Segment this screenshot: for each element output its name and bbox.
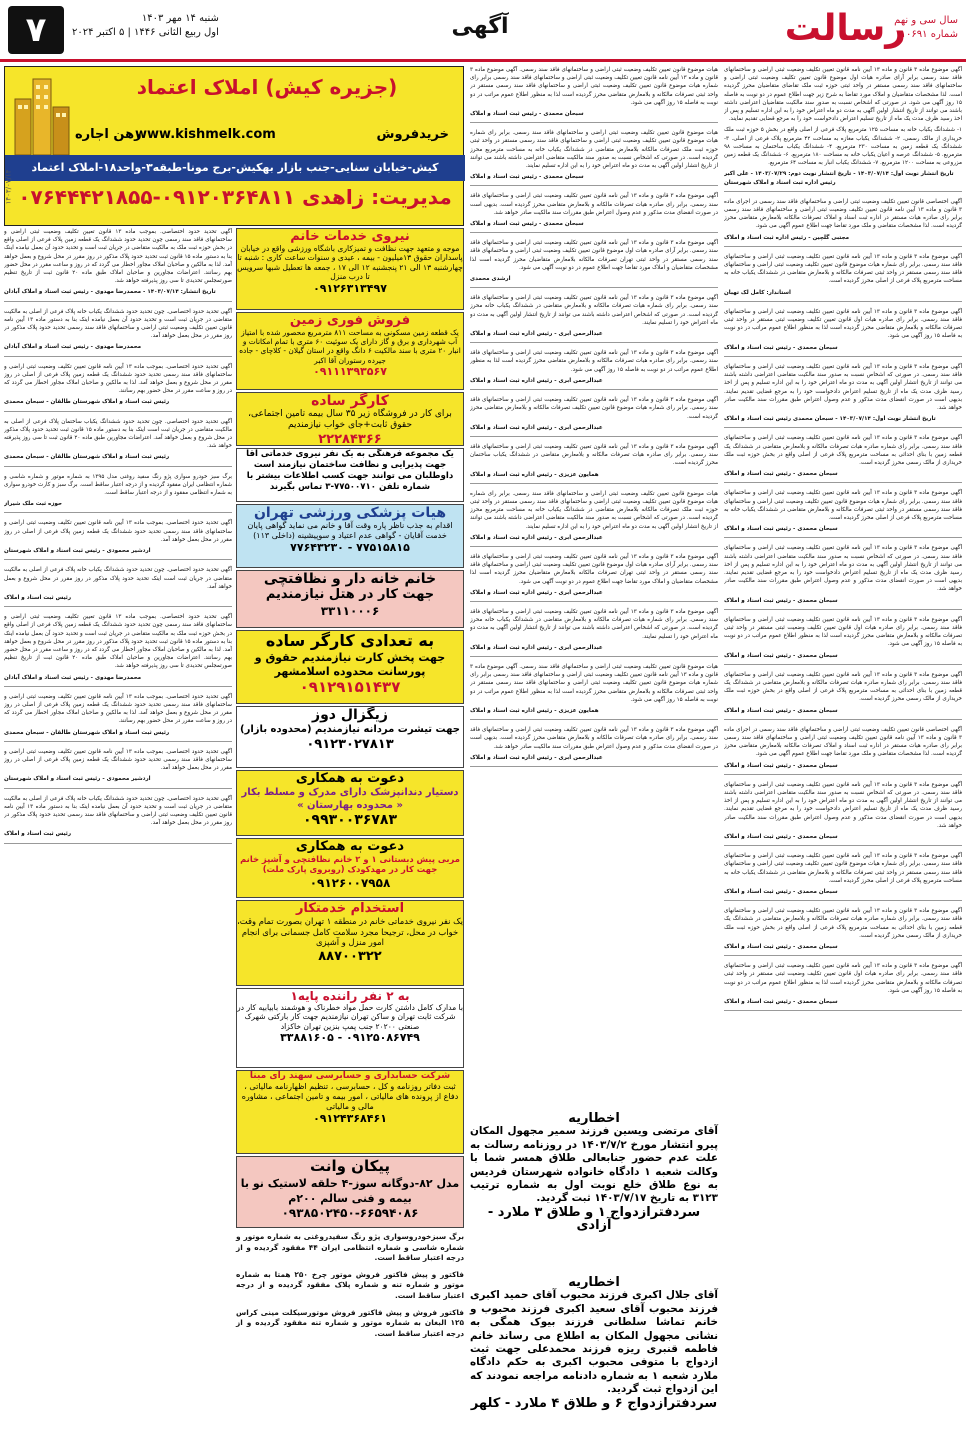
real-estate-ad — [4, 66, 464, 226]
classified-ad — [236, 770, 464, 836]
notice-text: آگهی موضوع ماده ۳ قانون و ماده ۱۳ آیین نامه قانون تعیین تکلیف وضعیت ثبتی اراضی و ساختمانهای فاقد سند رسمی. برابر رای شماره هیات موضوع قانون تعیین تکلیف وضعیت ثبتی اراضی و ساختمانهای فاقد سند رسمی مستقر در واحد ثبتی تصرفات مالکانه و بلامعارض متقاضی در ششدانگ یکباب خانه به مساحت مترمربع پلاک فرعی از اصلی محرز گردیده است. — [724, 853, 962, 884]
notice-signature: محمدرضا مهدوی - رئیس ثبت اسناد و املاک آبادان — [4, 343, 232, 356]
notice-signature: سبحان محمدی - رئیس ثبت اسناد و املاک — [724, 762, 962, 775]
notice-signature: سبحان محمدی - رئیس ثبت اسناد و املاک — [724, 344, 962, 357]
classified-body: اقدام به جذب ناظر پاره وقت آقا و خانم می نماید گواهی پایان خدمت آقایان - گواهی عدم اعتیاد و سوپیشینه (داخلی ۱۱۳) — [247, 521, 453, 540]
classified-title: هیات پزشکی ورزشی تهران — [253, 505, 447, 521]
page-header — [0, 0, 966, 62]
notice-text: ۱- ششدانگ یکباب خانه به مساحت ۱۲۵ مترمربع پلاک فرعی از اصلی واقع در بخش ۵ حوزه ثبت ملک خریداری از مالک رسمی. ۲- ششدانگ یکباب مغازه به مساحت ۴۲ مترمربع پلاک فرعی از اصلی. ۳- ششدانگ یک قطعه زمین به مساحت ۲۳۰ مترمربع. ۴- ششدانگ یکباب ساختمان به مساحت ۹۸ مترمربع. ۵- ششدانگ عرصه و اعیان یکباب خانه به مساحت ۱۸۰ مترمربع. ۶- ششدانگ یک قطعه زمین مزروعی به مساحت ۱۲۰۰ مترمربع. ۷- ششدانگ یکباب انبار به مساحت ۶۴ مترمربع. — [724, 127, 962, 167]
notice-text: آگهی موضوع ماده ۳ قانون و ماده ۱۳ آیین نامه قانون تعیین تکلیف وضعیت ثبتی اراضی و ساختمانهای فاقد سند رسمی. در صورتی که اشخاص نسبت به صدور سند مالکیت متقاضی اعتراضی داشته باشند می توانند از تاریخ انتشار اولین آگهی به مدت دو ماه اعتراض خود را به این اداره تسلیم و پس از اخذ رسید ظرف مدت یک ماه از تاریخ تسلیم اعتراض دادخواست خود را به مرجع قضایی تقدیم نمایند. بدیهی است در صورت انقضای مدت مذکور و عدم وصول اعتراض طبق مقررات سند مالکیت صادر خواهد شد. — [724, 363, 962, 411]
ad-side-code: ۱۴۰۳/۰۷/۱۴ — [4, 169, 13, 205]
notice-text: آگهی موضوع ماده ۳ قانون و ماده ۱۳ آیین نامه قانون تعیین تکلیف وضعیت ثبتی اراضی و ساختمانهای فاقد سند رسمی. برابر آرای صادره هیات اول موضوع قانون تعیین تکلیف وضعیت ثبتی اراضی و ساختمانهای فاقد سند رسمی مستقر در واحد ثبتی تهران تصرفات مالکانه بلامعارض متقاضیان محرز گردیده است لذا مشخصات متقاضیان و املاک مورد تقاضا جهت اطلاع عموم در دو نوبت آگهی می شود. — [470, 553, 718, 585]
section-title: آگهی — [451, 14, 509, 39]
notice-signature: سبحان محمدی - رئیس ثبت اسناد و املاک — [724, 833, 962, 846]
classified-phone: ۲۲۲۸۴۳۶۶ — [318, 432, 382, 446]
classified-body: ثبت دفاتر روزنامه و کل ، حسابرسی ، تنظیم اظهارنامه مالیاتی ، دفاع از پرونده های مالیاتی ، امور بیمه و تامین اجتماعی ، مشاوره مالی و مالیاتی — [241, 1082, 459, 1111]
notice-text: هیات موضوع قانون تعیین تکلیف وضعیت ثبتی اراضی و ساختمانهای فاقد سند رسمی. آگهی موضوع ماده ۳ قانون و ماده ۱۳ آیین نامه قانون تعیین تکلیف وضعیت ثبتی اراضی و ساختمانهای فاقد سند رسمی برابر رای شماره هیات موضوع قانون تعیین تکلیف وضعیت ثبتی اراضی و ساختمانهای فاقد سند رسمی مستقر در واحد ثبتی تصرفات مالکانه و بلامعارض متقاضی محرز گردیده است لذا به منظور اطلاع عموم مراتب در دو نوبت به فاصله ۱۵ روز آگهی می شود. — [470, 663, 718, 703]
classified-ad — [236, 1070, 464, 1154]
classified-ad — [236, 838, 464, 898]
classified-phone: ۰۹۱۱۱۳۹۳۵۶۷ — [313, 364, 387, 378]
classified-title: پیکان وانت — [309, 1157, 391, 1175]
notice-signature: رئیس ثبت اسناد و املاک — [4, 830, 232, 843]
classified-ad — [236, 448, 464, 502]
issue-info — [894, 14, 958, 42]
notice-signature: سبحان محمدی - رئیس ثبت اسناد و املاک — [724, 707, 962, 720]
lost-document-notice: برگ سبزخودروسواری پژو رنگ سفیدروغنی به شماره موتور و شماره شاسی و شماره انتظامی ایران ۴۴ مفقود گردیده و از درجه اعتبار ساقط است. — [236, 1232, 464, 1263]
notice-signature: همایون عزیزی - رئیس اداره ثبت اسناد و املاک — [470, 471, 718, 484]
notice-signature: تاریخ انتشار نوبت اول: ۱۴۰۳/۰۷/۱۴ - سبحان محمدی رئیس ثبت اسناد و املاک — [724, 415, 962, 428]
classified-ad — [236, 570, 464, 628]
classified-phone: ۰۹۱۲۶۳۱۳۴۹۷ — [313, 281, 387, 295]
notice-column-1 — [724, 66, 962, 1436]
notice-text: آگهی موضوع ماده ۳ قانون و ماده ۱۳ آیین نامه قانون تعیین تکلیف وضعیت ثبتی اراضی و ساختمانهای فاقد سند رسمی. برابر رای شماره صادره هیات تصرفات مالکانه و بلامعارض متقاضی در ششدانگ یک قطعه زمین با بنای احداثی به مساحت مترمربع پلاک فرعی از اصلی واقع در بخش حوزه ثبت ملک خریداری از مالک رسمی محرز گردیده است. — [724, 435, 962, 466]
notice-signature: سردفترازدواج ۱ و طلاق ۳ ملارد - آزادی — [487, 1204, 701, 1234]
classified-body: جهت کار در هتل نیازمندیم — [265, 587, 435, 602]
issue-label: شماره ۱۰۶۹۱ — [900, 29, 958, 40]
website-link[interactable]: www.kishmelk.com — [135, 127, 276, 142]
classified-ad — [236, 900, 464, 986]
notice-signature: سبحان محمدی - رئیس ثبت اسناد و املاک — [724, 597, 962, 610]
classified-body: یک قطعه زمین مسکونی به مساحت ۸۱۱ مترمربع محصور شده با امتیاز آب شهرداری و برق و گاز دارای یک سوئیت ۶۰ متری با تمام امکانات و انبار ۲۰ متری با سند مالکیت ۶ دانگ واقع در استان گیلان - کلاچای - جاده جیرده رستوران آقا اکبر — [239, 328, 461, 365]
classified-title: به تعدادی کارگر ساده — [265, 631, 435, 650]
notice-signature: عبدالرحمن ابری - رئیس اداره ثبت اسناد و املاک — [470, 754, 718, 767]
lost-document-notice: فاکتور و پیش فاکتور فروش موتور چرخ ۲۵۰ همتا به شماره موتور و شماره تنه و شماره پلاک مفقود گردیده و از درجه اعتبار ساقط است. — [236, 1269, 464, 1300]
classified-body: دستیار دندانپزشک دارای مدرک و مسلط بکار « محدوده بهارستان » — [241, 787, 459, 811]
notice-text: آگهی تحدید حدود اختصاصی. بموجب ماده ۱۳ آیین نامه قانون تعیین تکلیف وضعیت ثبتی اراضی و ساختمانهای فاقد سند رسمی تحدید حدود ششدانگ یک قطعه زمین پلاک فرعی از اصلی در روز مقرر در محل شروع و بعمل خواهد آمد. لذا به مالکین و صاحبان املاک مجاور اخطار می گردد که در روز و ساعت مقرر در محل حضور بهم رسانند. — [4, 693, 232, 725]
ad-address: کیش-خیابان سنایی-جنب بازار بهکیش-برج مونا-طبقه۳-واحد۱۸-املاک اعتماد — [5, 155, 465, 181]
date-line-1: شنبه ۱۴ مهر ۱۴۰۳ — [141, 13, 219, 24]
notice-signature: عبدالرحمن ابری - رئیس اداره ثبت اسناد و املاک — [470, 377, 718, 390]
classified-body: یک نفر نیروی خدماتی خانم در منطقه ۱ تهران بصورت تمام وقت، خواب در محل، ترجیحا مجرد سلامت کامل جسمانی برای انجام امور منزل و آشپزی — [237, 916, 463, 948]
notice-text: آگهی اختصاصی قانون تعیین تکلیف وضعیت ثبتی اراضی و ساختمانهای فاقد سند رسمی در اجرای ماده ۳ قانون و ماده ۱۳ آیین نامه قانون تعیین تکلیف وضعیت ثبتی اراضی و ساختمانهای فاقد سند رسمی برابر رای صادره هیات مستقر در اداره ثبت اسناد و املاک تصرفات مالکانه بلامعارض متقاضی محرز گردیده است. لذا مشخصات متقاضی و ملک مورد تقاضا جهت اطلاع عموم آگهی می شود. — [724, 726, 962, 758]
notice-column-3 — [4, 228, 232, 1438]
lost-document-notice: فاکتور فروش و پیش فاکتور فروش موتورسیکلت مینی کراس ۱۲۵ البغان به شماره موتور و شماره تنه مفقود گردیده و از درجه اعتبار ساقط است. — [236, 1307, 464, 1338]
notice-signature: سبحان محمدی - رئیس ثبت اسناد و املاک — [470, 173, 718, 186]
notice-text: آگهی موضوع ماده ۳ قانون و ماده ۱۳ آیین نامه قانون تعیین تکلیف وضعیت ثبتی اراضی و ساختمانهای فاقد سند رسمی. برابر رای شماره هیات موضوع قانون تعیین تکلیف وضعیت ثبتی اراضی و ساختمانهای فاقد سند رسمی مستقر در واحد ثبتی تصرفات مالکانه و بلامعارض متقاضی در ششدانگ یکباب خانه به مساحت مترمربع پلاک فرعی از اصلی محرز گردیده است. — [724, 253, 962, 285]
notice-text: آگهی موضوع ماده ۳ قانون و ماده ۱۳ آیین نامه قانون تعیین تکلیف وضعیت ثبتی اراضی و ساختمانهای فاقد سند رسمی. برابر رای شماره هیات تصرفات مالکانه و بلامعارض متقاضی در ششدانگ یکباب خانه محرز گردیده است. در صورتی که اشخاص اعتراضی داشته باشند می توانند از تاریخ انتشار اولین آگهی به مدت دو ماه اعتراض خود را تسلیم نمایند. — [470, 295, 718, 326]
notice-signature: سبحان محمدی - رئیس ثبت اسناد و املاک — [724, 470, 962, 483]
notice-signature: سبحان محمدی - رئیس ثبت اسناد و املاک — [724, 652, 962, 665]
classified-ad — [236, 504, 464, 568]
notice-signature: عبدالرحمن ابری - رئیس اداره ثبت اسناد و املاک — [470, 534, 718, 547]
notice-signature: عبدالرحمن ابری - رئیس اداره ثبت اسناد و املاک — [470, 644, 718, 657]
classified-ad — [236, 630, 464, 704]
classified-phone: ۰۹۹۳۰۰۳۶۷۸۳ — [303, 812, 397, 828]
classified-phone: ۰۹۱۲۴۳۶۸۴۶۱ — [313, 1112, 387, 1125]
classified-phone: ۰۹۳۸۵۰۲۴۵۰-۶۶۵۹۴۰۸۶ — [281, 1206, 419, 1220]
classified-phone: ۳۳۱۱۰۰۰۶ — [320, 604, 380, 618]
classified-phone: ۸۸۷۰۰۳۲۲ — [318, 948, 382, 964]
classified-ad — [236, 988, 464, 1068]
notice-signature: سبحان محمدی - رئیس ثبت اسناد و املاک — [470, 220, 718, 233]
classified-title: خانم خانه دار و نظافتچی — [263, 571, 437, 587]
notice-text: هیات موضوع قانون تعیین تکلیف وضعیت ثبتی اراضی و ساختمانهای فاقد سند رسمی. برابر رای شماره هیات موضوع قانون تعیین تکلیف وضعیت ثبتی اراضی و ساختمانهای فاقد سند رسمی مستقر در واحد ثبتی حوزه ثبت ملک تصرفات مالکانه بلامعارض متقاضی در ششدانگ یکباب خانه به مساحت مترمربع محرز گردیده است. در صورتی که اشخاص نسبت به صدور سند مالکیت متقاضی اعتراضی داشته باشند می توانند از تاریخ انتشار اولین آگهی به مدت دو ماه اعتراض خود را به این اداره تسلیم نمایند. — [470, 490, 718, 530]
notice-text: آگهی موضوع ماده ۳ قانون و ماده ۱۳ آیین نامه قانون تعیین تکلیف وضعیت ثبتی اراضی و ساختمانهای فاقد سند رسمی. برابر رای صادره هیات اول قانون تعیین تکلیف وضعیت ثبتی مستقر در واحد ثبتی تصرفات مالکانه و بلامعارض متقاضی محرز گردیده است لذا به منظور اطلاع عموم مراتب در دو نوبت به فاصله ۱۵ روز آگهی می شود. — [724, 308, 962, 340]
classified-body: مدل ۸۲-دوگانه سوز-۴ حلقه لاستیک نو با بیمه و فنی سالم ۲۰۰م — [240, 1177, 460, 1205]
notice-title: اخطاریه — [568, 1275, 620, 1290]
notice-signature: رئیس ثبت اسناد و املاک شهرستان طالقان - سبحان محمدی — [4, 453, 232, 466]
notice-text: آگهی موضوع ماده ۳ قانون و ماده ۱۳ آیین نامه قانون تعیین تکلیف وضعیت ثبتی اراضی و ساختمانهای فاقد سند رسمی. برابر رای شماره هیات تصرفات مالکانه و بلامعارض متقاضی در ششدانگ یکباب خانه محرز گردیده است. در صورتی که اشخاص اعتراضی داشته باشند می توانند از تاریخ انتشار اولین آگهی به مدت دو ماه اعتراض خود را تسلیم نمایند. — [470, 608, 718, 640]
notice-text: آگهی موضوع ماده ۳ قانون و ماده ۱۳ آیین نامه قانون تعیین تکلیف وضعیت ثبتی اراضی و ساختمانهای فاقد سند رسمی. برابر رای شماره صادره هیات تصرفات مالکانه و بلامعارض متقاضی در ششدانگ یک قطعه زمین با بنای احداثی به مساحت مترمربع پلاک فرعی از اصلی واقع در بخش حوزه ثبت ملک خریداری از مالک رسمی محرز گردیده است. — [724, 908, 962, 939]
notice-signature: عبدالرحمن ابری - رئیس اداره ثبت اسناد و املاک — [470, 589, 718, 602]
classified-body: جهت پخش کارت نیازمندیم حقوق و پورسانت محدوده اسلامشهر — [254, 651, 446, 678]
notice-text: آگهی موضوع ماده ۳ قانون و ماده ۱۳ آیین نامه قانون تعیین تکلیف وضعیت ثبتی اراضی و ساختمانهای فاقد سند رسمی. در صورتی که اشخاص نسبت به صدور سند مالکیت متقاضی اعتراضی داشته باشند می توانند از تاریخ انتشار اولین آگهی به مدت دو ماه اعتراض خود را به این اداره تسلیم و پس از اخذ رسید ظرف مدت یک ماه از تاریخ تسلیم اعتراض دادخواست خود را به مرجع قضایی تقدیم نمایند. بدیهی است در صورت انقضای مدت مذکور و عدم وصول اعتراض طبق مقررات سند مالکیت صادر خواهد شد. — [724, 781, 962, 829]
notice-text: آگهی تحدید حدود اختصاصی. بموجب ماده ۱۳ قانون تعیین تکلیف وضعیت ثبتی اراضی و ساختمانهای فاقد سند رسمی چون تحدید حدود ششدانگ یک قطعه زمین پلاک فرعی از اصلی واقع در بخش حوزه ثبت ملک به مالکیت متقاضی در جریان ثبت است و تحدید حدود آن بعمل نیامده اینک بنا به دستور ماده ۱۵ قانون ثبت تحدید حدود پلاک مذکور در روز مقرر در محل شروع و بعمل خواهد آمد. لذا به مالکین و صاحبان املاک مجاور اخطار می گردد که در روز و ساعت مقرر در محل حضور بهم رسانند. اعتراضات مجاورین و صاحبان املاک طبق ماده ۲۰ قانون ثبت از تاریخ تنظیم صورتمجلس تحدیدی تا سی روز پذیرفته خواهد شد. — [4, 614, 232, 670]
notice-signature: ارشدی محمدی — [470, 275, 718, 288]
notice-text: آگهی موضوع ماده ۳ قانون و ماده ۱۳ آیین نامه قانون تعیین تکلیف وضعیت ثبتی اراضی و ساختمانهای فاقد سند رسمی. برابر رای شماره هیات موضوع قانون تعیین تکلیف تصرفات مالکانه و بلامعارض متقاضی محرز گردیده است. — [470, 397, 718, 420]
notice-signature: اردشیر محمودی - رئیس ثبت اسناد و املاک شهرستان — [4, 775, 232, 788]
year-label: سال سی و نهم — [894, 15, 958, 26]
notice-signature: تاریخ انتشار نوبت اول: ۱۴۰۳/۰۷/۱۴ - تاریخ انتشار نوبت دوم: ۱۴۰۳/۰۷/۲۹ - علی اکبر رئیس اداره ثبت اسناد و املاک شهرستان — [724, 170, 962, 191]
notice-signature: محمدرضا مهدوی - رئیس ثبت اسناد و املاک آبادان — [4, 674, 232, 687]
notice-text: آگهی تحدید حدود اختصاصی. بموجب ماده ۱۳ آیین نامه قانون تعیین تکلیف وضعیت ثبتی اراضی و ساختمانهای فاقد سند رسمی تحدید حدود ششدانگ یک قطعه زمین پلاک فرعی از اصلی در روز مقرر در محل بعمل خواهد آمد. — [4, 520, 232, 543]
notice-text: آگهی موضوع ماده ۳ قانون و ماده ۱۳ آیین نامه قانون تعیین تکلیف وضعیت ثبتی اراضی و ساختمانهای فاقد سند رسمی. برابر رای صادره هیات تصرفات مالکانه و بلامعارض متقاضی محرز گردیده است. بدیهی است در صورت انقضای مدت مذکور و عدم وصول اعتراض طبق مقررات سند مالکیت صادر خواهد شد. — [470, 193, 718, 216]
notice-signature: سبحان محمدی - رئیس ثبت اسناد و املاک — [724, 998, 962, 1011]
classified-title: زیگزال دوز — [312, 707, 388, 723]
classified-body: موجه و متعهد جهت نظافت و تمیزکاری باشگاه ورزشی واقع در خیابان پاسداران حقوق ۱۳میلیون - بیمه ، عیدی و سنوات ساعت کاری : شنبه تا چهارشنبه ۱۳ الی ۲۱ پنجشنبه ۱۲ الی ۱۷ ، جمعه ها تعطیل شبها سرویس تا درب منزل — [237, 244, 463, 282]
notice-column-2 — [470, 66, 718, 1108]
notice-signature: سبحان محمدی - رئیس ثبت اسناد و املاک — [724, 525, 962, 538]
classified-phone: ۰۹۱۲۳۰۲۷۸۱۳ — [306, 737, 394, 752]
notice-text: آگهی اختصاصی قانون تعیین تکلیف وضعیت ثبتی اراضی و ساختمانهای فاقد سند رسمی در اجرای ماده ۳ قانون و ماده ۱۳ آیین نامه قانون تعیین تکلیف وضعیت ثبتی اراضی و ساختمانهای فاقد سند رسمی برابر رای صادره هیات مستقر در اداره ثبت اسناد و املاک تصرفات مالکانه بلامعارض متقاضی محرز گردیده است. لذا مشخصات متقاضی و ملک مورد تقاضا جهت اطلاع عموم آگهی می شود. — [724, 198, 962, 230]
notice-signature: استاندار: کامل لک تهبان — [724, 289, 962, 302]
classified-title: به ۲ نفر راننده پایه۱ — [290, 989, 410, 1003]
notice-body: آقای مرتضی ویسین فرزند سمیر مجهول المکان پیرو انتشار مورخ ۱۴۰۳/۷/۲ در روزنامه رسالت به علت عدم حضور جنابعالی طلاق همسر شما با وکالت شعبه ۱ دادگاه خانواده شهرستان فردیس به نوع طلاق خلع نوبت اول به شماره ترتیب ۳۱۲۳ به تاریخ ۱۴۰۳/۷/۱۷ ثبت گردید. — [470, 1125, 718, 1205]
notice-signature: سبحان محمدی - رئیس ثبت اسناد و املاک — [724, 888, 962, 901]
notice-signature: سبحان محمدی - رئیس ثبت اسناد و املاک — [470, 110, 718, 123]
classified-body: جهت تیشرت مردانه نیازمندیم (محدوده بازار) — [240, 724, 460, 735]
notice-text: آگهی موضوع ماده ۳ قانون و ماده ۱۳ آیین نامه قانون تعیین تکلیف وضعیت ثبتی اراضی و ساختمانهای فاقد سند رسمی. برابر رای صادره هیات تصرفات مالکانه و بلامعارض متقاضی محرز گردیده است لذا به منظور اطلاع عموم مراتب در دو نوبت به فاصله ۱۵ روز آگهی می شود. — [470, 350, 718, 373]
classified-body: با مدارک کامل داشتن کارت حمل مواد خطرناک و هوشمند بابیابیه کار در شرکت ثابت تهران و ساکن تهران نیازمندیم جهت کار بارکتی شهرک صنعتی ۲۰۲۰۰ جنب پمپ بنزین تهران خاکزاد — [237, 1003, 463, 1031]
rent-label: رهن اجاره — [75, 127, 142, 142]
notice-signature: مجتبی گلچین - رئیس اداره ثبت اسناد و املاک — [724, 234, 962, 247]
notice-text: آگهی موضوع ماده ۳ قانون و ماده ۱۳ آیین نامه قانون تعیین تکلیف وضعیت ثبتی اراضی و ساختمانهای فاقد سند رسمی. برابر رای صادره هیات اول قانون تعیین تکلیف وضعیت ثبتی مستقر در واحد ثبتی تصرفات مالکانه و بلامعارض متقاضی محرز گردیده است لذا به منظور اطلاع عموم مراتب در دو نوبت به فاصله ۱۵ روز آگهی می شود. — [724, 963, 962, 994]
newspaper-masthead: رسالت — [784, 8, 906, 49]
notice-signature: حوزه ثبت ملک شیراز — [4, 500, 232, 513]
classified-ads-column — [236, 228, 464, 1228]
legal-notice-2 — [470, 1276, 718, 1436]
ad-manager-phone: مدیریت: زاهدی ۰۹۱۲۰۳۶۴۸۱۱-۰۷۶۴۴۴۲۱۸۵۵ — [18, 185, 452, 209]
notice-signature: سردفترازدواج ۶ و طلاق ۴ ملارد - کلهر — [470, 1395, 718, 1411]
classified-ad — [236, 228, 464, 310]
notice-signature: اردشیر محمودی - رئیس ثبت اسناد و املاک شهرستان — [4, 547, 232, 560]
lost-documents-notices — [236, 1232, 464, 1438]
notice-text: آگهی تحدید حدود اختصاصی. چون تحدید حدود ششدانگ یکباب ساختمان پلاک فرعی از اصلی به مالکیت متقاضی در جریان ثبت است اینک بنا به دستور ماده ۱۵ قانون ثبت تحدید حدود پلاک مذکور در محل شروع و بعمل خواهد آمد. اعتراضات مجاورین طبق ماده ۲۰ قانون ثبت تا سی روز پذیرفته خواهد شد. — [4, 418, 232, 450]
notice-text: برگ سبز خودرو سواری پژو رنگ سفید روغنی مدل ۱۳۹۵ به شماره موتور و شماره شاسی و شماره انتظامی ایران مفقود گردیده و از درجه اعتبار ساقط است. برگ سبز و کارت خودرو سواری به شماره انتظامی مفقود و از درجه اعتبار ساقط است. — [4, 473, 232, 497]
classified-title: فروش فوری زمین — [289, 313, 411, 328]
notice-text: آگهی موضوع ماده ۳ قانون و ماده ۱۳ آیین نامه قانون تعیین تکلیف وضعیت ثبتی اراضی و ساختمانهای فاقد سند رسمی. برابر رای شماره هیات موضوع قانون تعیین تکلیف وضعیت ثبتی اراضی و ساختمانهای فاقد سند رسمی مستقر در واحد ثبتی تصرفات مالکانه و بلامعارض متقاضی در ششدانگ یکباب خانه به مساحت مترمربع پلاک فرعی از اصلی محرز گردیده است. — [724, 490, 962, 521]
classified-ad — [236, 312, 464, 390]
legal-notice-1 — [470, 1112, 718, 1272]
notice-signature: سبحان محمدی - رئیس ثبت اسناد و املاک — [724, 943, 962, 956]
classified-title: کارگر ساده — [311, 393, 389, 409]
notice-signature: رئیس ثبت اسناد و املاک — [4, 594, 232, 607]
notice-text: آگهی موضوع ماده ۳ قانون و ماده ۱۳ آیین نامه قانون تعیین تکلیف وضعیت ثبتی اراضی و ساختمانهای فاقد سند رسمی. برابر رای صادره هیات تصرفات مالکانه و بلامعارض متقاضی در ششدانگ یکباب ساختمان محرز گردیده است. — [470, 443, 718, 467]
notice-signature: تاریخ انتشار: ۱۴۰۳/۰۷/۱۴ - محمدرضا مهدوی - رئیس ثبت اسناد و املاک آبادان — [4, 288, 232, 301]
notice-text: آگهی موضوع ماده ۳ قانون و ماده ۱۳ آیین نامه قانون تعیین تکلیف وضعیت ثبتی اراضی و ساختمانهای فاقد سند رسمی. برابر رای شماره صادره هیات تصرفات مالکانه و بلامعارض متقاضی در ششدانگ یک قطعه زمین با بنای احداثی به مساحت مترمربع پلاک فرعی از اصلی واقع در بخش حوزه ثبت ملک خریداری از مالک رسمی محرز گردیده است. — [724, 671, 962, 703]
classified-phone: ۰۹۱۲۵۰۸۶۷۴۹ - ۳۳۸۸۱۶۰۵ — [280, 1031, 420, 1045]
notice-text: آگهی تحدید حدود اختصاصی. چون تحدید حدود ششدانگ یکباب خانه پلاک فرعی از اصلی به مالکیت متقاضی در جریان ثبت است و تحدید حدود آن بعمل نیامده اینک بنا به دستور ماده ۱۳ آیین نامه قانون تعیین تکلیف وضعیت ثبتی اراضی و ساختمانهای فاقد سند رسمی تحدید حدود پلاک مذکور در روز مقرر در محل بعمل خواهد آمد. — [4, 308, 232, 340]
notice-text: آگهی موضوع ماده ۳ قانون و ماده ۱۳ آیین نامه قانون تعیین تکلیف وضعیت ثبتی اراضی و ساختمانهای فاقد سند رسمی. در صورتی که اشخاص نسبت به صدور سند مالکیت متقاضی اعتراضی داشته باشند می توانند از تاریخ انتشار اولین آگهی به مدت دو ماه اعتراض خود را به این اداره تسلیم و پس از اخذ رسید ظرف مدت یک ماه از تاریخ تسلیم اعتراض دادخواست خود را به مرجع قضایی تقدیم نمایند. بدیهی است در صورت انقضای مدت مذکور و عدم وصول اعتراض طبق مقررات سند مالکیت صادر خواهد شد. — [724, 545, 962, 593]
notice-signature: رئیس ثبت اسناد و املاک شهرستان طالقان - سبحان محمدی — [4, 729, 232, 742]
notice-title: اخطاریه — [568, 1111, 620, 1126]
notice-text: آگهی موضوع ماده ۳ قانون و ماده ۱۳ آیین نامه قانون تعیین تکلیف وضعیت ثبتی اراضی و ساختمانهای فاقد سند رسمی. برابر رای صادره هیات اول قانون تعیین تکلیف وضعیت ثبتی مستقر در واحد ثبتی تصرفات مالکانه و بلامعارض متقاضی محرز گردیده است لذا به منظور اطلاع عموم مراتب در دو نوبت به فاصله ۱۵ روز آگهی می شود. — [724, 616, 962, 648]
date-block — [72, 12, 219, 40]
date-line-2: اول ربیع الثانی ۱۴۴۶ | ۵ اکتبر ۲۰۲۴ — [72, 27, 219, 38]
classified-ad — [236, 392, 464, 446]
notice-text: آگهی موضوع ماده ۳ قانون و ماده ۱۳ آیین نامه قانون تعیین تکلیف وضعیت ثبتی اراضی و ساختمانهای فاقد سند رسمی برابر آرای صادره هیات اول موضوع قانون تعیین تکلیف وضعیت ثبتی اراضی و ساختمانهای فاقد سند رسمی مستقر در واحد ثبتی حوزه ثبت ملک تقاضای متقاضیان محرز گردیده است. لذا مشخصات متقاضیان و املاک مورد تقاضا به شرح زیر جهت اطلاع عموم در دو نوبت به فاصله ۱۵ روز آگهی می شود. در صورتی که اشخاص نسبت به صدور سند مالکیت متقاضیان اعتراضی داشته باشند می توانند از تاریخ انتشار اولین آگهی به مدت دو ماه اعتراض خود را به این اداره تسلیم و پس از اخذ رسید ظرف مدت یک ماه از تاریخ تسلیم اعتراض دادخواست خود را به مرجع قضایی تقدیم نمایند. — [724, 67, 962, 123]
buildings-icon — [13, 73, 71, 159]
classified-body: مربی پیش دبستانی ۱ و ۲ خانم نظافتچی و آشپز خانم جهت کار در مهدکودک (روبروی پارک ملت) — [240, 854, 460, 875]
classified-title: نیروی خدمات خانم — [290, 229, 410, 244]
notice-text: آگهی موضوع ماده ۳ قانون و ماده ۱۳ آیین نامه قانون تعیین تکلیف وضعیت ثبتی اراضی و ساختمانهای فاقد سند رسمی. برابر آرای صادره هیات اول موضوع قانون تعیین تکلیف وضعیت ثبتی اراضی و ساختمانهای فاقد سند رسمی مستقر در واحد ثبتی تهران تصرفات مالکانه بلامعارض متقاضیان محرز گردیده است لذا مشخصات متقاضیان و املاک مورد تقاضا جهت اطلاع عموم در دو نوبت آگهی می شود. — [470, 240, 718, 271]
notice-text: آگهی تحدید حدود اختصاصی. چون تحدید حدود ششدانگ یکباب خانه پلاک فرعی از اصلی به مالکیت متقاضی در جریان ثبت است اینک تحدید حدود پلاک مذکور در روز مقرر در محل شروع و بعمل خواهد آمد. — [4, 567, 232, 590]
classified-phone: ۷۷۵۱۵۸۱۵ - ۷۷۶۴۳۲۳۰ — [290, 541, 410, 554]
classified-ad — [236, 1156, 464, 1228]
buy-sell-label: خریدفروش — [376, 127, 449, 142]
notice-text: آگهی تحدید حدود اختصاصی. بموجب ماده ۱۳ آیین نامه قانون تعیین تکلیف وضعیت ثبتی اراضی و ساختمانهای فاقد سند رسمی تحدید حدود ششدانگ یک قطعه زمین پلاک فرعی از اصلی در روز مقرر در محل شروع و بعمل خواهد آمد. لذا به مالکین و صاحبان املاک مجاور اخطار می گردد که در روز و ساعت مقرر در محل حضور بهم رسانند. — [4, 363, 232, 395]
notice-text: هیات موضوع قانون تعیین تکلیف وضعیت ثبتی اراضی و ساختمانهای فاقد سند رسمی. آگهی موضوع ماده ۳ قانون و ماده ۱۳ آیین نامه قانون تعیین تکلیف وضعیت ثبتی اراضی و ساختمانهای فاقد سند رسمی برابر رای شماره هیات موضوع قانون تعیین تکلیف وضعیت ثبتی اراضی و ساختمانهای فاقد سند رسمی مستقر در واحد ثبتی تصرفات مالکانه و بلامعارض متقاضی محرز گردیده است لذا به منظور اطلاع عموم مراتب در دو نوبت به فاصله ۱۵ روز آگهی می شود. — [470, 67, 718, 106]
page-number: ۷ — [8, 6, 64, 54]
notice-text: آگهی تحدید حدود اختصاصی. بموجب ماده ۱۳ قانون تعیین تکلیف وضعیت ثبتی اراضی و ساختمانهای فاقد سند رسمی چون تحدید حدود ششدانگ یک قطعه زمین پلاک فرعی از اصلی واقع در بخش حوزه ثبت ملک به مالکیت متقاضی در جریان ثبت است و تحدید حدود آن بعمل نیامده اینک بنا به دستور ماده ۱۵ قانون ثبت تحدید حدود پلاک مذکور در روز مقرر در محل شروع و بعمل خواهد آمد. لذا به مالکین و صاحبان املاک مجاور اخطار می گردد که در روز و ساعت مقرر در محل حضور بهم رسانند. اعتراضات مجاورین و صاحبان املاک طبق ماده ۲۰ قانون ثبت از تاریخ تنظیم صورتمجلس تحدیدی تا سی روز پذیرفته خواهد شد. — [4, 229, 232, 285]
notice-signature: رئیس ثبت اسناد و املاک شهرستان طالقان - سبحان محمدی — [4, 398, 232, 411]
classified-phone: ۰۹۱۲۶۰۰۷۹۵۸ — [309, 875, 391, 890]
classified-ad — [236, 706, 464, 768]
classified-title: شرکت حسابداری و حسابرسی سهند رای مبنا — [249, 1071, 451, 1081]
classified-body: یک مجموعه فرهنگی به یک نفر نیروی خدماتی آقا جهت پذیرایی و نظافت ساختمان نیازمند است داوطلبان می توانند جهت کسب اطلاعات بیشتر با شماره تلفن ۷۷۵۰۰۷۱۰-۳ تماس بگیرند — [246, 449, 454, 492]
classified-title: استخدام خدمتکار — [295, 901, 405, 916]
classified-title: دعوت به همکاری — [295, 771, 405, 786]
notice-signature: عبدالرحمن ابری - رئیس اداره ثبت اسناد و املاک — [470, 330, 718, 343]
notice-text: آگهی تحدید حدود اختصاصی. بموجب ماده ۱۳ آیین نامه قانون تعیین تکلیف وضعیت ثبتی اراضی و ساختمانهای فاقد سند رسمی تحدید حدود ششدانگ یک قطعه زمین پلاک فرعی از اصلی در روز مقرر در محل بعمل خواهد آمد. — [4, 748, 232, 772]
classified-phone: ۰۹۱۲۹۱۵۱۴۳۷ — [299, 678, 401, 696]
notice-body: آقای جلال اکبری فرزند محبوب آقای حمید اکبری فرزند محبوب آقای سعید اکبری فرزند محبوب و خانم تماشا سلطانی فرزند بیوک همگی به نشانی مجهول المکان به اطلاع می رساند خانم فاطمه قنبری ریزه فرزند محمدعلی جهت ثبت ازدواج با متوفی محبوب اکبری به حکم دادگاه ملارد شعبه ۱ به شماره دادنامه مراجعه نمودند که این ازدواج ثبت گردید. — [470, 1289, 719, 1396]
classified-body: برای کار در فروشگاه زیر ۳۵ سال بیمه تامین اجتماعی، حقوق ثابت+جای خواب نیازمندیم — [248, 409, 452, 430]
notice-text: آگهی تحدید حدود اختصاصی. چون تحدید حدود ششدانگ یکباب خانه پلاک فرعی از اصلی به مالکیت متقاضی در جریان ثبت است و تحدید حدود آن بعمل نیامده اینک بنا به دستور ماده ۱۳ آیین نامه قانون تعیین تکلیف وضعیت ثبتی اراضی و ساختمانهای فاقد سند رسمی تحدید حدود پلاک مذکور در روز مقرر در محل بعمل خواهد آمد. — [4, 795, 232, 827]
notice-signature: عبدالرحمن ابری - رئیس اداره ثبت اسناد و املاک — [470, 424, 718, 437]
notice-signature: همایون عزیزی - رئیس اداره ثبت اسناد و املاک — [470, 707, 718, 720]
notice-text: آگهی موضوع ماده ۳ قانون و ماده ۱۳ آیین نامه قانون تعیین تکلیف وضعیت ثبتی اراضی و ساختمانهای فاقد سند رسمی. برابر رای صادره هیات تصرفات مالکانه و بلامعارض متقاضی محرز گردیده است. بدیهی است در صورت انقضای مدت مذکور و عدم وصول اعتراض طبق مقررات سند مالکیت صادر خواهد شد. — [470, 727, 718, 750]
classified-title: دعوت به همکاری — [295, 839, 405, 854]
ad-title: (جزیره کیش) املاک اعتماد — [136, 75, 398, 99]
notice-text: هیات موضوع قانون تعیین تکلیف وضعیت ثبتی اراضی و ساختمانهای فاقد سند رسمی. برابر رای شماره هیات موضوع قانون تعیین تکلیف وضعیت ثبتی اراضی و ساختمانهای فاقد سند رسمی مستقر در واحد ثبتی حوزه ثبت ملک تصرفات مالکانه بلامعارض متقاضی در ششدانگ یکباب خانه به مساحت مترمربع محرز گردیده است. در صورتی که اشخاص نسبت به صدور سند مالکیت متقاضی اعتراضی داشته باشند می توانند از تاریخ انتشار اولین آگهی به مدت دو ماه اعتراض خود را به این اداره تسلیم نمایند. — [470, 130, 718, 170]
